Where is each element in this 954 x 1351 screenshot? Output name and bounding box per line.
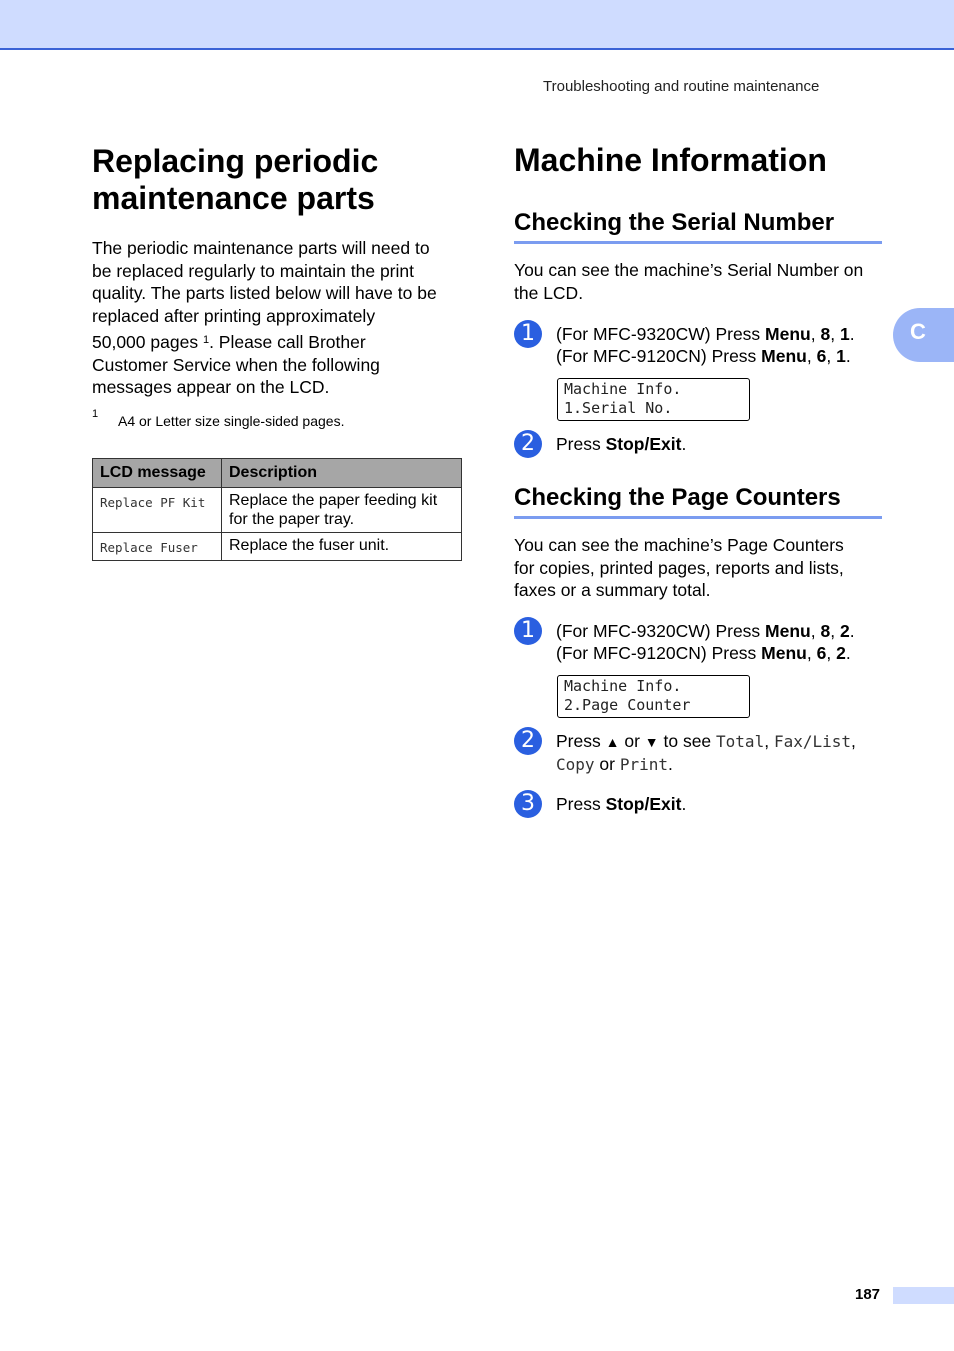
para-line: You can see the machine’s Serial Number on xyxy=(514,260,864,280)
option-total: Total xyxy=(716,732,765,751)
para-line: Customer Service when the following xyxy=(92,354,380,375)
lcd-line: 1.Serial No. xyxy=(564,399,673,417)
key: 2 xyxy=(836,643,846,663)
lcd-display-serial xyxy=(557,378,750,421)
table-row xyxy=(93,533,462,561)
para-line xyxy=(92,331,472,354)
text: (For MFC-9120CN) Press xyxy=(556,643,762,663)
page-number: 187 xyxy=(855,1286,881,1303)
text: (For MFC-9320CW) Press xyxy=(556,324,766,344)
lcd-message-cell: Replace PF Kit xyxy=(93,488,222,533)
option-print: Print xyxy=(619,755,668,774)
counters-intro xyxy=(514,534,894,602)
text: , xyxy=(830,324,840,344)
text: Press xyxy=(556,434,606,454)
text: , xyxy=(826,643,837,663)
lcd-display-page-counter xyxy=(557,675,750,718)
key-menu: Menu xyxy=(761,346,807,366)
title-line: maintenance parts xyxy=(92,180,375,216)
key: 6 xyxy=(816,346,827,366)
option-copy: Copy xyxy=(556,755,595,774)
text: . xyxy=(668,754,673,774)
key: 8 xyxy=(820,621,831,641)
step-line xyxy=(556,620,855,642)
step-line xyxy=(556,753,856,776)
description-cell: Replace the fuser unit. xyxy=(222,533,462,561)
running-head: Troubleshooting and routine maintenance xyxy=(543,78,820,95)
para-line: replaced after printing approximately xyxy=(92,305,376,326)
text: (For MFC-9120CN) Press xyxy=(556,346,762,366)
para-line: quality. The parts listed below will have to be xyxy=(92,283,437,303)
para-line: for copies, printed pages, reports and lists, xyxy=(514,557,844,578)
step-number-icon: 3 xyxy=(514,790,542,818)
serial-intro xyxy=(514,259,894,304)
text: or xyxy=(619,731,645,751)
description-line: for the paper tray. xyxy=(229,511,355,528)
option-fax-list: Fax/List xyxy=(773,732,851,751)
text: , xyxy=(806,346,817,366)
table-header-row xyxy=(93,459,462,488)
step-line xyxy=(556,345,855,367)
step-line xyxy=(556,642,855,664)
text: , xyxy=(764,731,774,751)
text: to see xyxy=(658,731,717,751)
footnote-ref[interactable]: 1 xyxy=(202,334,210,346)
up-arrow-icon: ▲ xyxy=(605,734,620,750)
chapter-side-tab xyxy=(893,308,954,362)
para-line: the LCD. xyxy=(514,282,584,303)
step-line xyxy=(556,730,856,753)
title-line: Replacing periodic xyxy=(92,143,379,179)
step-number-icon: 1 xyxy=(514,320,542,348)
key: 8 xyxy=(820,324,831,344)
text: . xyxy=(845,643,851,663)
para-text: 50,000 pages xyxy=(92,332,203,352)
text: or xyxy=(594,754,620,774)
text: (For MFC-9320CW) Press xyxy=(556,621,766,641)
lcd-line: Machine Info. xyxy=(564,677,682,695)
text: , xyxy=(806,643,817,663)
key-menu: Menu xyxy=(765,324,811,344)
text: Press xyxy=(556,794,606,814)
para-line: You can see the machine’s Page Counters xyxy=(514,535,844,555)
footnote-number: 1 xyxy=(92,408,99,420)
text: , xyxy=(851,731,856,751)
lcd-message-cell: Replace Fuser xyxy=(93,533,222,561)
step-text xyxy=(556,620,855,664)
step-text xyxy=(556,730,856,776)
step-number-icon: 2 xyxy=(514,430,542,458)
column-header-description: Description xyxy=(222,459,462,488)
lcd-message-table xyxy=(92,458,462,561)
step-number-icon: 1 xyxy=(514,617,542,645)
description-cell xyxy=(222,488,462,533)
section-title-machine-information: Machine Information xyxy=(514,142,827,178)
para-text: . Please call Brother xyxy=(209,332,366,352)
page-number-bar xyxy=(893,1287,954,1304)
key: 1 xyxy=(836,346,846,366)
text: Press xyxy=(556,731,606,751)
section-title-replacing-parts xyxy=(92,143,378,217)
key-stop-exit: Stop/Exit xyxy=(605,434,682,454)
subheading-serial-number: Checking the Serial Number xyxy=(514,209,882,244)
description-line: Replace the paper feeding kit xyxy=(229,492,438,509)
table-row xyxy=(93,488,462,533)
top-header-bar xyxy=(0,0,954,50)
step-line xyxy=(556,323,855,345)
step-text xyxy=(556,793,686,815)
text: . xyxy=(681,434,687,454)
subheading-page-counters: Checking the Page Counters xyxy=(514,484,882,519)
key-menu: Menu xyxy=(761,643,807,663)
text: , xyxy=(826,346,837,366)
text: , xyxy=(830,621,840,641)
para-line: The periodic maintenance parts will need to xyxy=(92,238,430,258)
text: , xyxy=(810,324,821,344)
para-line: faxes or a summary total. xyxy=(514,580,711,600)
text: . xyxy=(845,346,851,366)
chapter-letter: C xyxy=(910,319,926,344)
text: . xyxy=(849,621,855,641)
para-line: be replaced regularly to maintain the print xyxy=(92,260,414,281)
key: 1 xyxy=(839,324,850,344)
footnote-text: A4 or Letter size single-sided pages. xyxy=(118,413,345,429)
text: , xyxy=(810,621,821,641)
maintenance-paragraph xyxy=(92,237,472,399)
text: . xyxy=(681,794,687,814)
text: . xyxy=(849,324,855,344)
lcd-line: 2.Page Counter xyxy=(564,696,691,714)
step-number-icon: 2 xyxy=(514,727,542,755)
key: 6 xyxy=(816,643,827,663)
lcd-line: Machine Info. xyxy=(564,380,682,398)
key: 2 xyxy=(839,621,850,641)
key-menu: Menu xyxy=(765,621,811,641)
para-line: messages appear on the LCD. xyxy=(92,377,330,397)
column-header-lcd-message: LCD message xyxy=(93,459,222,488)
step-text xyxy=(556,323,855,367)
key-stop-exit: Stop/Exit xyxy=(605,794,682,814)
down-arrow-icon: ▼ xyxy=(644,734,659,750)
step-text xyxy=(556,433,686,455)
